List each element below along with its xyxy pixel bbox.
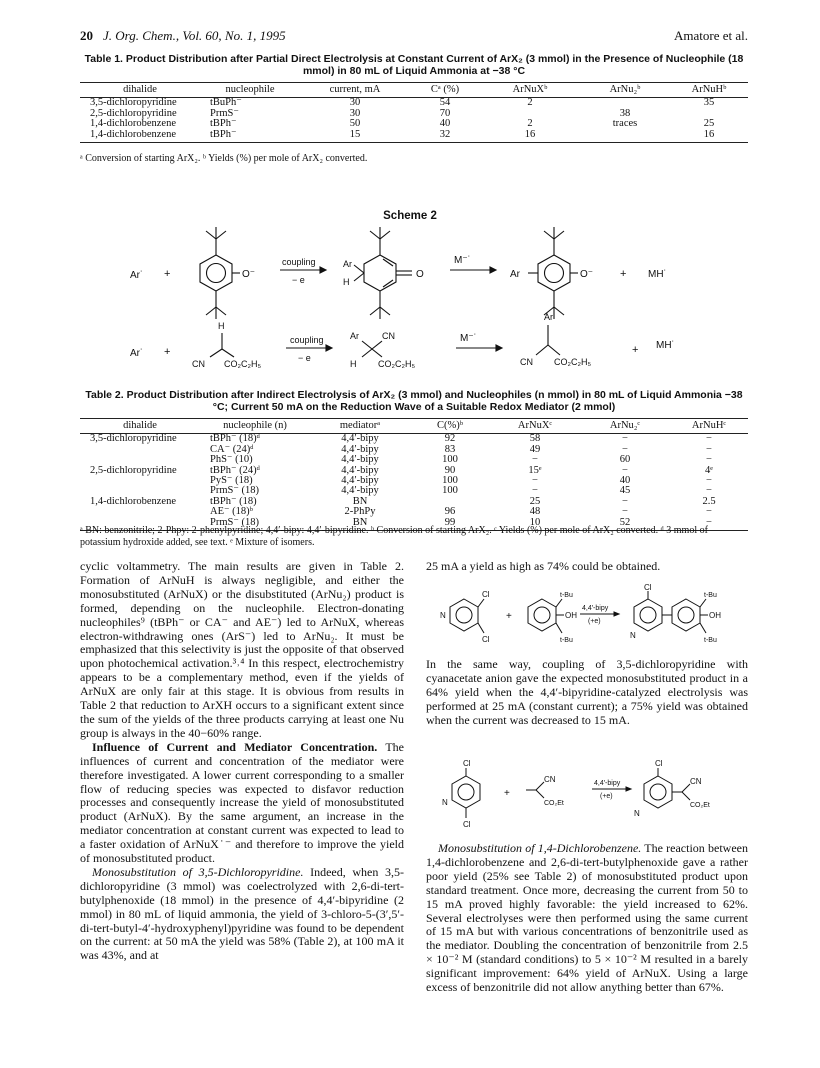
table2 — [80, 418, 748, 531]
table-cell: 2-PhPy — [344, 506, 376, 518]
s2-mh: MH˙ — [656, 340, 675, 351]
table2-column-header: C(%)ᵇ — [410, 419, 490, 434]
page-number: 20 — [80, 28, 93, 43]
left-paragraph-1: cyclic voltammetry. The main results are given in Table 2. Formation of ArNuH is always negligible, and either the monosubstituted (ArNuX) or the disubstituted (ArNu₂) product is formed, depending on the nucleophile. Electron-donating nucleophiles⁹ (tBPh⁻ or CA⁻ and AE⁻) led to ArNuX, whereas electron-withdrawing ones (ArS⁻) led to ArNu₂. It must be emphasized that this selectivity is just the opposite of that observed upon photochemical activation.³˒⁴ In this respect, electrochemistry appears to be a complementary method, even if the yields of ArNuX are only fair at this stage. It is obvious from results in Table 2 that reduction to ArXH occurs to a significant extent since the sum of the yields of the three products carrying at least one Nu group is always in the 40−60% range. — [80, 559, 404, 740]
s1-ar2: Ar — [510, 269, 520, 280]
table-cell: 1,4-dichlorobenzene — [90, 495, 177, 507]
table-cell: − — [532, 485, 538, 497]
r2-cl1: Cl — [463, 759, 471, 768]
right-paragraph-1: 25 mA a yield as high as 74% could be obtained. — [426, 559, 661, 573]
s2-co2et3: CO₂C₂H₅ — [554, 357, 592, 367]
s2-ar3: Ar — [544, 312, 553, 322]
table-cell: − — [532, 454, 538, 466]
table-cell: 2.5 — [702, 495, 716, 507]
table1-column-header: current, mA — [300, 83, 410, 98]
journal-citation: J. Org. Chem., Vol. 60, No. 1, 1995 — [103, 28, 286, 43]
table-cell: tBPh⁻ (18) — [210, 495, 257, 507]
s2-ar: Ar — [350, 331, 359, 341]
table-cell: PrmS⁻ — [210, 107, 239, 119]
table-cell: 16 — [480, 130, 580, 143]
table-cell — [580, 130, 670, 143]
s2-electron-transfer-arrow — [456, 345, 502, 351]
table-cell: 2 — [527, 97, 533, 109]
r1-oh: OH — [565, 611, 577, 620]
s2-m-minus: M⁻˙ — [460, 333, 477, 344]
table2-header-row — [80, 419, 748, 434]
table2-column-header: ArNu₂ᶜ — [580, 419, 670, 434]
table-cell — [80, 476, 200, 486]
table1-body — [80, 98, 748, 143]
table-row — [80, 466, 748, 476]
table-cell: CA⁻ (24)ᵈ — [210, 443, 254, 455]
table-cell: 4,4′-bipy — [341, 433, 379, 445]
right-column-mid — [426, 658, 748, 728]
table-cell: 100 — [442, 485, 458, 497]
s1-o-minus: O⁻ — [242, 269, 256, 280]
left-paragraph-2 — [80, 741, 404, 866]
s2-cn2: CN — [382, 331, 395, 341]
table-cell: 45 — [619, 485, 631, 497]
r1-oh2: OH — [709, 611, 721, 620]
table-cell: 60 — [619, 454, 631, 466]
s2-h: H — [218, 321, 225, 331]
table-cell: 99 — [410, 518, 490, 531]
table-cell: 4,4′-bipy — [341, 443, 379, 455]
right-column-bottom — [426, 842, 748, 995]
s1-electron-transfer-arrow — [450, 267, 496, 273]
table-cell: 30 — [349, 97, 361, 109]
table-cell: 92 — [444, 433, 456, 445]
r2-cn: CN — [544, 775, 556, 784]
s2-ar-radical: Ar˙ — [130, 348, 144, 359]
r2-co2et2: CO₂Et — [690, 802, 710, 809]
table-cell: 54 — [439, 97, 451, 109]
s1-cyclohexadienone-structure — [354, 227, 412, 319]
table-cell: tBPh⁻ (24)ᵈ — [210, 464, 260, 476]
r2-plus: + — [504, 788, 510, 799]
table1-header-row — [80, 83, 748, 98]
table-cell: BN — [310, 518, 410, 531]
header-authors: Amatore et al. — [674, 28, 748, 43]
s2-cyanoacetate-structure — [210, 333, 234, 357]
table-cell: tBuPh⁻ — [210, 97, 242, 109]
table-cell: − — [706, 443, 712, 455]
subheading-35-dichloropyridine: Monosubstitution of 3,5-Dichloropyridine. — [92, 864, 304, 879]
s1-ar-radical: Ar˙ — [130, 270, 144, 281]
r1-tbu4: t-Bu — [704, 637, 717, 644]
table-cell — [80, 445, 200, 455]
r2-n2: N — [634, 809, 640, 818]
table-cell: AE⁻ (18)ᵇ — [210, 506, 253, 518]
r1-n2: N — [630, 631, 636, 640]
table-cell: 3,5-dichloropyridine — [90, 97, 177, 109]
left-column — [80, 560, 404, 963]
reaction-1-diagram — [426, 585, 748, 645]
s1-m-minus: M⁻˙ — [454, 255, 471, 266]
table1-column-header: Cᵃ (%) — [410, 83, 480, 98]
table-row — [80, 445, 748, 455]
table-cell: 16 — [670, 130, 748, 143]
left-paragraph-2-text: The influences of current and concentration of the mediator were therefore investigated. A lower current corresponding to a smaller flow of reducing species was expected to disfavor reduction processes and consequently increase the yield of monosubstituted product (ArNuX). By the same argument, an increase in the mediator concentration at constant current was expected to lead to a faster oxidation of ArNuX˙⁻ and therefore to improve the yield of monosubstituted product. — [80, 739, 404, 866]
s1-arrow-bottom: − e — [292, 275, 305, 285]
r1-plus: + — [506, 611, 512, 622]
table-cell: 2,5-dichloropyridine — [90, 107, 177, 119]
s1-aryl-phenoxide-structure — [528, 227, 578, 319]
r2-product-structure — [644, 768, 690, 808]
s2-arrow-top: coupling — [290, 335, 324, 345]
table-row — [80, 507, 748, 517]
page-header — [80, 28, 748, 46]
table-row — [80, 130, 748, 143]
s1-mh: MH˙ — [648, 269, 667, 280]
s2-cn3: CN — [520, 357, 533, 367]
table-cell: 3,5-dichloropyridine — [90, 433, 177, 445]
r2-n: N — [442, 798, 448, 807]
s1-arrow-top: coupling — [282, 257, 316, 267]
table-cell: − — [532, 475, 538, 487]
table2-column-header: mediatorᵃ — [310, 419, 410, 434]
r1-tbu1: t-Bu — [560, 592, 573, 599]
table-row — [80, 119, 748, 129]
table-cell: 50 — [349, 118, 361, 130]
header-left — [80, 28, 286, 44]
s2-h2: H — [350, 359, 357, 369]
table-cell: 100 — [442, 454, 458, 466]
table1-footnote: ᵃ Conversion of starting ArX₂. ᵇ Yields (%) per mole of ArX₂ converted. — [80, 153, 368, 164]
r1-n: N — [440, 611, 446, 620]
table-cell: 38 — [619, 107, 631, 119]
table-cell: 30 — [349, 107, 361, 119]
table-cell: − — [706, 475, 712, 487]
table-cell: 4ᵉ — [705, 464, 713, 476]
table2-column-header: ArNuHᶜ — [670, 419, 748, 434]
table-cell: − — [622, 495, 628, 507]
r1-cond-top: 4,4′-bipy — [582, 605, 609, 612]
table-cell: 90 — [444, 464, 456, 476]
r2-cond-bottom: (+e) — [600, 793, 613, 800]
s1-plus: + — [164, 268, 171, 280]
left-paragraph-3 — [80, 866, 404, 963]
s2-product-structure — [536, 325, 560, 355]
table-cell: 83 — [444, 443, 456, 455]
table1-column-header: ArNuXᵇ — [480, 83, 580, 98]
right-column — [426, 560, 748, 574]
s2-co2et2: CO₂C₂H₅ — [378, 359, 416, 369]
table-cell: 4,4′-bipy — [341, 475, 379, 487]
table2-caption: Table 2. Product Distribution after Indirect Electrolysis of ArX₂ (3 mmol) and Nucleophiles (n mmol) in 80 mL of Liquid Ammonia −38 °C; Current 50 mA on the Reduction Wave of a Suitable Redox Mediator (2 mmol) — [85, 389, 743, 413]
table-row — [80, 98, 748, 109]
table-cell: tBPh⁻ — [210, 118, 237, 130]
table1 — [80, 82, 748, 143]
table-cell: − — [706, 485, 712, 497]
table-cell: 15 — [300, 130, 410, 143]
scheme2-diagram — [0, 215, 820, 385]
table-cell: 52 — [580, 518, 670, 531]
table-cell: 48 — [529, 506, 541, 518]
table-cell: 1,4-dichlorobenzene — [80, 130, 200, 143]
s1-o-minus2: O⁻ — [580, 269, 594, 280]
table-cell: − — [706, 506, 712, 518]
right-paragraph-3-text: The reaction between 1,4-dichlorobenzene and 2,6-di-tert-butylphenoxide gave a rather poor yield (25% see Table 2) of monosubstituted product upon standard treatment. Once more, decreasing the current from 50 to 15 mA proved highly favorable: the yield increased to 62%. Several electrolyses were then performed using the same current of 15 mA but with various concentrations of benzonitrile used as the mediator. Doubling the concentration of benzonitrile from 2.5 × 10⁻² M (standard conditions) to 5 × 10⁻² M resulted in a barely significant improvement: 64% yield of ArNuX. Using a large excess of benzonitrile did not allow anything better than 67%. — [426, 841, 748, 995]
table-cell: 70 — [439, 107, 451, 119]
table-cell: 49 — [529, 443, 541, 455]
r2-reaction-arrow — [592, 787, 631, 791]
table-cell: − — [622, 506, 628, 518]
s2-adduct-structure — [362, 341, 382, 357]
table-row — [80, 476, 748, 486]
table-cell: 96 — [444, 506, 456, 518]
table-row — [80, 109, 748, 119]
s2-cn: CN — [192, 359, 205, 369]
s2-coupling-arrow — [286, 345, 332, 351]
table1-caption: Table 1. Product Distribution after Partial Direct Electrolysis at Constant Current of ArX₂ (3 mmol) in the Presence of Nucleophile (18 mmol) in 80 mL of Liquid Ammonia at −38 °C — [84, 53, 744, 77]
right-paragraph-3 — [426, 842, 748, 995]
r1-cond-bottom: (+e) — [588, 618, 601, 625]
r1-cl3: Cl — [644, 583, 652, 592]
table-cell: 2,5-dichloropyridine — [90, 464, 177, 476]
r1-cl2: Cl — [482, 635, 490, 644]
table-cell: − — [670, 518, 748, 531]
right-paragraph-2: In the same way, coupling of 3,5-dichloropyridine with cyanacetate anion gave the expected monosubstituted product in a 64% yield when the 4,4′-bipyridine-catalyzed electrolysis was performed at 25 mA (constant current); a 75% yield was obtained when the current was decreased to 15 mA. — [426, 657, 748, 727]
r2-co2et: CO₂Et — [544, 800, 564, 807]
table-row — [80, 497, 748, 507]
table-cell: 25 — [703, 118, 715, 130]
table2-footnote: ᵃ BN: benzonitrile; 2-Phpy: 2-phenylpyridine; 4,4′-bipy: 4,4′-bipyridine. ᵇ Conversion of starting ArX₂. ᶜ Yields (%) per mole of ArX₂ converted. ᵈ 3 mmol of potassium hydroxide added, see text. ᵉ Mixture of isomers. — [80, 525, 708, 548]
table-cell: 58 — [529, 433, 541, 445]
table-cell: BN — [352, 495, 368, 507]
table-cell: PrmS⁻ (18) — [210, 485, 260, 497]
table-cell: 40 — [439, 118, 451, 130]
scheme-title: Scheme 2 — [383, 210, 437, 222]
r1-dichloropyridine-structure — [450, 599, 484, 633]
r2-cl2: Cl — [463, 820, 471, 829]
r1-tbu3: t-Bu — [704, 592, 717, 599]
table-cell: tBPh⁻ — [200, 130, 300, 143]
table1-column-header: ArNuHᵇ — [670, 83, 748, 98]
table-cell: 1,4-dichlorobenzene — [90, 118, 177, 130]
table-cell — [80, 507, 200, 517]
section-heading-influence: Influence of Current and Mediator Concentration. — [92, 739, 378, 754]
s1-o: O — [416, 269, 424, 280]
r2-cl3: Cl — [655, 759, 663, 768]
r1-di-tert-butylphenol-structure — [528, 599, 564, 633]
r1-product-structure — [634, 591, 708, 633]
s2-co2et: CO₂C₂H₅ — [224, 359, 262, 369]
s1-phenoxide-structure — [200, 227, 240, 319]
r1-tbu2: t-Bu — [560, 637, 573, 644]
table-cell: tBPh⁻ (18)ᵈ — [210, 433, 260, 445]
table-cell: 25 — [529, 495, 541, 507]
table-cell: 4,4′-bipy — [341, 464, 379, 476]
r1-reaction-arrow — [580, 612, 619, 616]
r2-cn2: CN — [690, 777, 702, 786]
table-cell: 35 — [703, 97, 715, 109]
table-cell: 32 — [410, 130, 480, 143]
table-cell: PyS⁻ (18) — [210, 475, 253, 487]
s1-h: H — [343, 277, 350, 287]
table2-column-header: ArNuXᶜ — [490, 419, 580, 434]
s2-plus: + — [164, 346, 171, 358]
table-cell: PhS⁻ (10) — [210, 454, 253, 466]
s1-coupling-arrow — [280, 267, 326, 273]
table-cell: traces — [612, 118, 638, 130]
table-cell: 10 — [490, 518, 580, 531]
table-cell: 15ᵉ — [528, 464, 542, 476]
table-cell: 4,4′-bipy — [341, 454, 379, 466]
s1-plus2: + — [620, 268, 627, 280]
table-cell: − — [706, 454, 712, 466]
r1-cl1: Cl — [482, 590, 490, 599]
table-cell: − — [622, 443, 628, 455]
left-paragraph-3-text: Indeed, when 3,5-dichloropyridine (3 mmol) was coelectrolyzed with 2,6-di-tert-butylphenoxide (18 mmol) in the presence of 4,4′-bipyridine (2 mmol) in 80 mL of liquid ammonia, the yield of 3-chloro-5-(3′,5′-di-tert-butyl-4′-hydroxyphenyl)pyridine was found to be dependent on the current: at 50 mA the yield was 58% (Table 2), at 100 mA it was 43%, and at — [80, 864, 405, 963]
r2-cond-top: 4,4′-bipy — [594, 780, 621, 787]
reaction-2-diagram — [426, 760, 748, 830]
table1-column-header: ArNu₂ᵇ — [580, 83, 670, 98]
table2-column-header: dihalide — [80, 419, 200, 434]
table-cell: 100 — [442, 475, 458, 487]
table2-column-header: nucleophile (n) — [200, 419, 310, 434]
table-cell: − — [622, 433, 628, 445]
r2-dichloropyridine-structure — [452, 768, 480, 818]
s2-arrow-bottom: − e — [298, 353, 311, 363]
table-cell: 2 — [527, 118, 533, 130]
table-cell: PrmS⁻ (18) — [200, 518, 310, 531]
s1-ar: Ar — [343, 259, 352, 269]
table-row — [80, 455, 748, 465]
subheading-14-dichlorobenzene: Monosubstitution of 1,4-Dichlorobenzene. — [438, 841, 642, 855]
table-row — [80, 486, 748, 496]
r2-cyanoacetate-structure — [526, 782, 544, 798]
table-cell: 40 — [619, 475, 631, 487]
table1-column-header: nucleophile — [200, 83, 300, 98]
table-cell: − — [706, 433, 712, 445]
s2-plus2: + — [632, 344, 639, 356]
table-row — [80, 434, 748, 445]
table-cell: − — [622, 464, 628, 476]
table2-body — [80, 434, 748, 531]
table-cell: 4,4′-bipy — [341, 485, 379, 497]
table1-column-header: dihalide — [80, 83, 200, 98]
